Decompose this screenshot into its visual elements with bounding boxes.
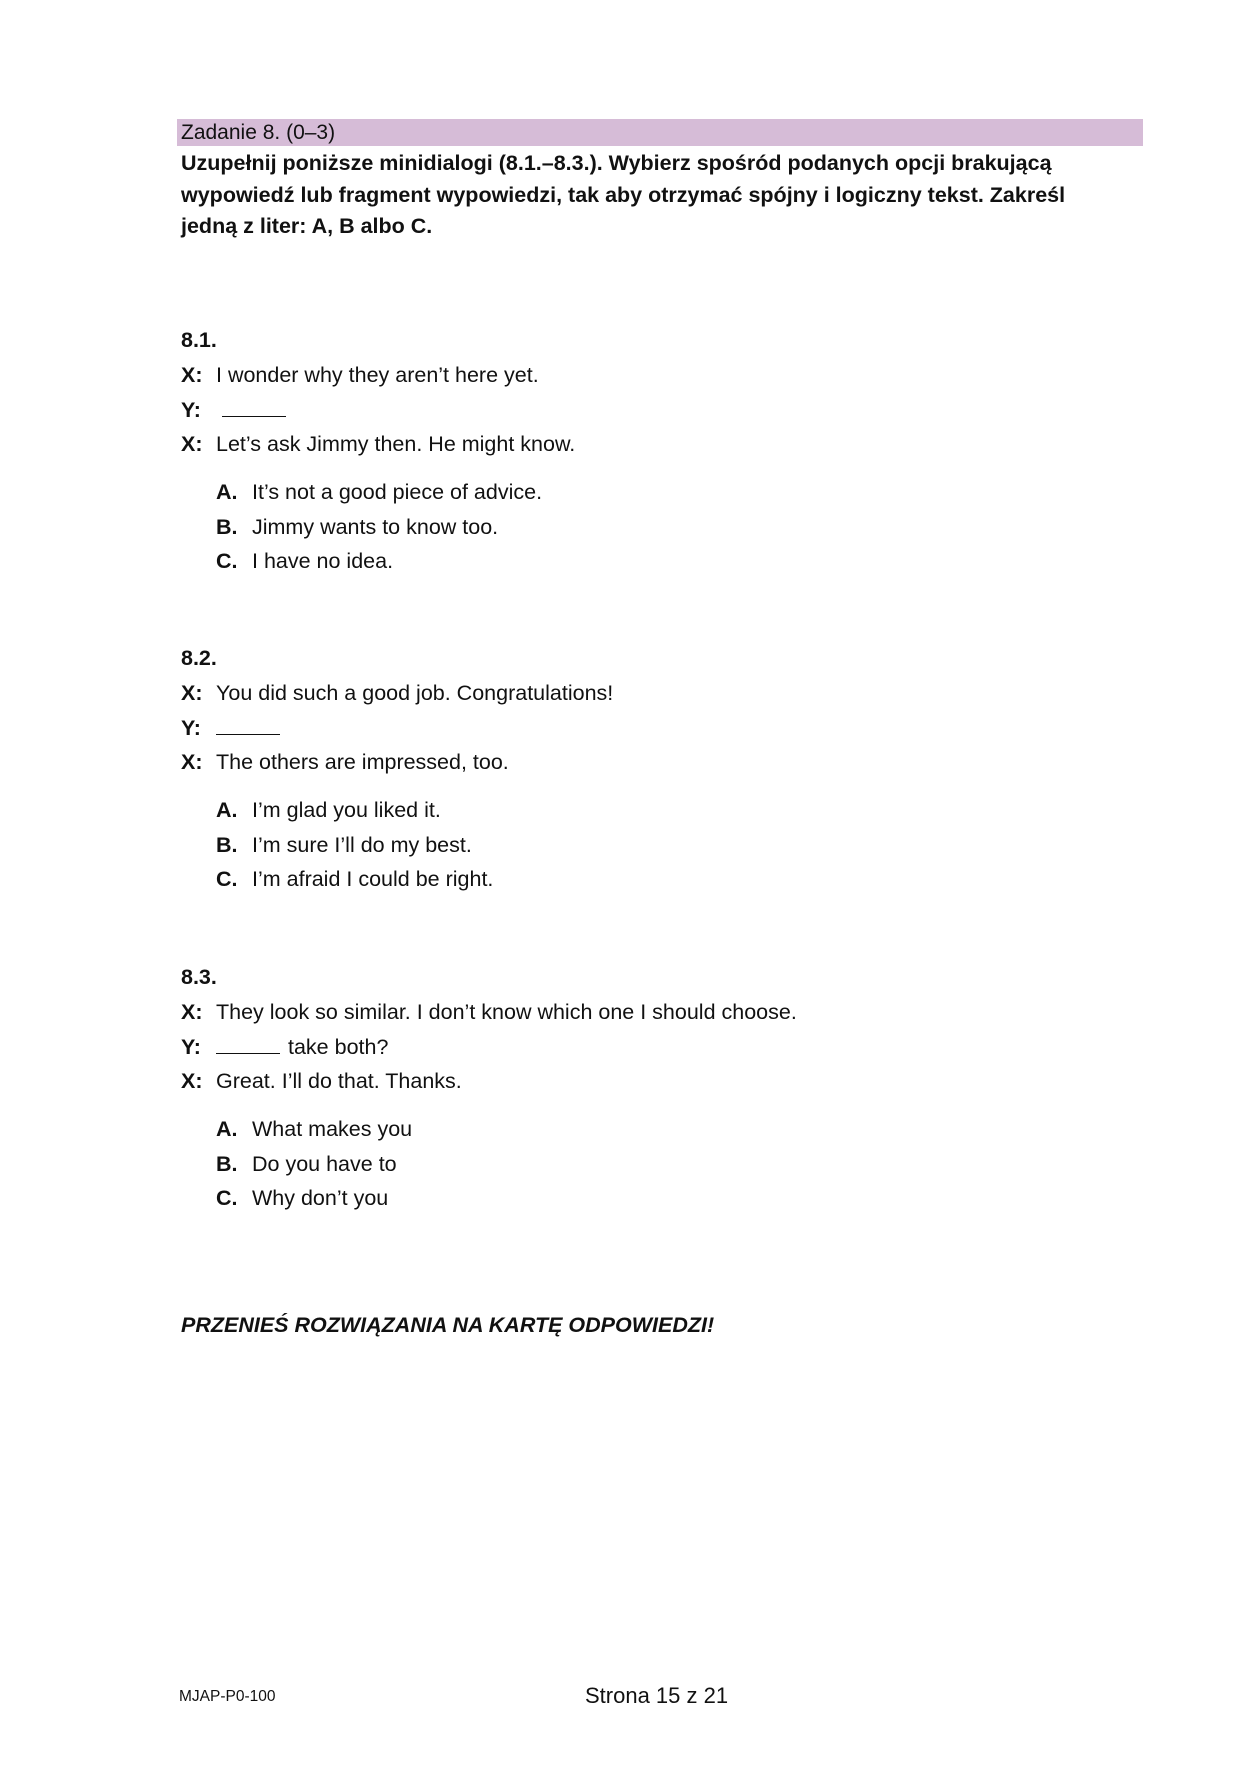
answer-gap-line: [222, 398, 286, 423]
item-number: 8.3.: [181, 965, 217, 989]
option-text: Jimmy wants to know too.: [252, 515, 499, 539]
blank: [216, 716, 280, 735]
speaker-label: Y:: [181, 1035, 201, 1059]
option-letter[interactable]: B.: [216, 1152, 238, 1176]
option-text: I’m sure I’ll do my best.: [252, 833, 472, 857]
answer-gap-line: [216, 716, 280, 741]
option-letter[interactable]: C.: [216, 549, 238, 573]
option-text: Do you have to: [252, 1152, 397, 1176]
dialog-text: Great. I’ll do that. Thanks.: [216, 1069, 462, 1093]
option-letter[interactable]: A.: [216, 480, 238, 504]
transfer-note: PRZENIEŚ ROZWIĄZANIA NA KARTĘ ODPOWIEDZI!: [181, 1313, 715, 1337]
speaker-label: Y:: [181, 398, 201, 422]
speaker-label: X:: [181, 1000, 203, 1024]
instruction-line-3: jedną z liter: A, B albo C.: [181, 214, 433, 238]
option-text: It’s not a good piece of advice.: [252, 480, 543, 504]
instruction-line-2: wypowiedź lub fragment wypowiedzi, tak aby otrzymać spójny i logiczny tekst. Zakreśl: [181, 183, 1066, 207]
dialog-text: take both?: [288, 1035, 389, 1059]
dialog-text: Let’s ask Jimmy then. He might know.: [216, 432, 576, 456]
speaker-label: X:: [181, 1069, 203, 1093]
speaker-label: X:: [181, 432, 203, 456]
footer-code: MJAP-P0-100: [179, 1688, 276, 1705]
answer-gap-line: [216, 1035, 388, 1060]
option-letter[interactable]: A.: [216, 1117, 238, 1141]
speaker-label: X:: [181, 681, 203, 705]
task-header: [177, 119, 1143, 146]
instruction-line-1: Uzupełnij poniższe minidialogi (8.1.–8.3.). Wybierz spośród podanych opcji brakującą: [181, 151, 1052, 175]
option-text: I’m glad you liked it.: [252, 798, 441, 822]
dialog-text: The others are impressed, too.: [216, 750, 509, 774]
option-letter[interactable]: B.: [216, 515, 238, 539]
option-text: Why don’t you: [252, 1186, 389, 1210]
item-number: 8.1.: [181, 328, 217, 352]
option-text: I have no idea.: [252, 549, 394, 573]
item-number: 8.2.: [181, 646, 217, 670]
speaker-label: Y:: [181, 716, 201, 740]
option-letter[interactable]: C.: [216, 1186, 238, 1210]
option-letter[interactable]: C.: [216, 867, 238, 891]
option-letter[interactable]: A.: [216, 798, 238, 822]
blank: [222, 398, 286, 417]
task-title: Zadanie 8. (0–3): [181, 121, 336, 144]
blank: [216, 1035, 280, 1054]
option-text: What makes you: [252, 1117, 413, 1141]
option-text: I’m afraid I could be right.: [252, 867, 494, 891]
dialog-text: You did such a good job. Congratulations!: [216, 681, 614, 705]
dialog-text: I wonder why they aren’t here yet.: [216, 363, 539, 387]
speaker-label: X:: [181, 750, 203, 774]
footer-page-number: Strona 15 z 21: [585, 1683, 729, 1708]
dialog-text: They look so similar. I don’t know which one I should choose.: [216, 1000, 797, 1024]
option-letter[interactable]: B.: [216, 833, 238, 857]
speaker-label: X:: [181, 363, 203, 387]
